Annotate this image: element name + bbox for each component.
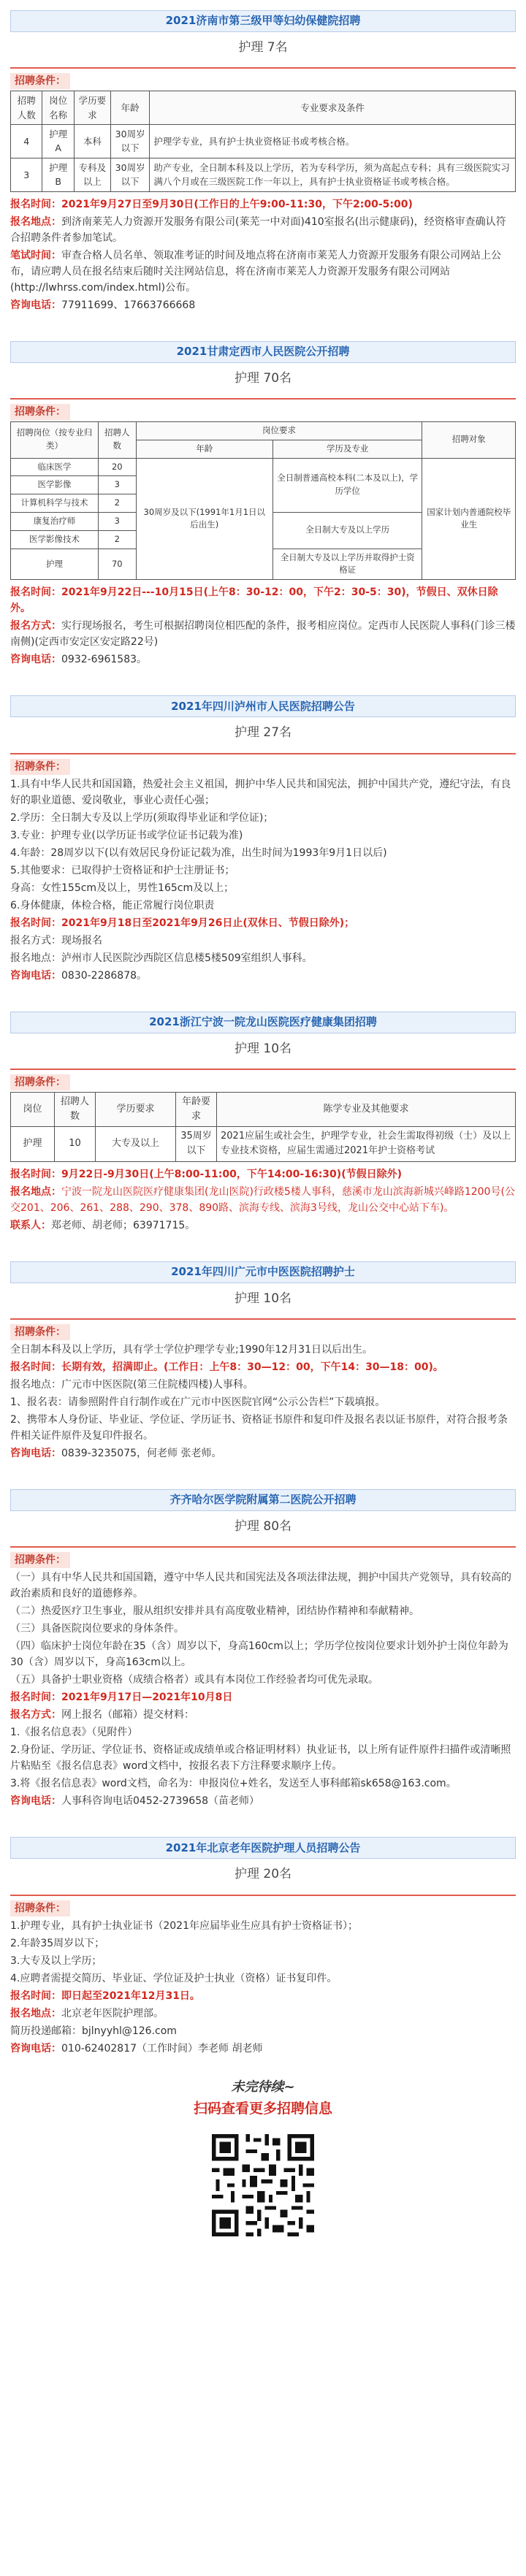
table-row: 康复治疗师 3 全日制大专及以上学历: [11, 513, 516, 531]
phone-value: 77911699、17663766668: [61, 299, 196, 311]
phone-value: 0932-6961583。: [61, 654, 148, 666]
section-banner: [10, 1261, 516, 1283]
section-banner: [10, 341, 516, 363]
section-guangyuan: 2021年四川广元市中医医院招聘护士 护理 10名 招聘条件： 全日制本科及以上学历，具有学士学位护理学专业;1990年12月31日以后出生。 报名时间：长期有效，招满即止。(工作日：上午8：30—12：00，下午14：30—18：00)。 报名地点：广元市中医医院(第三住院楼四楼)人事科。 1、报名表：请参照附件自行制作或在广元市中医医院官网“公示公告栏”下载填报。 2、携带本人身份证、毕业证、学位证、学历证书、资格证书原件和复印件及报名表以证书原件，对符合报考条件相关证件原件及复印件报名。 咨询电话：0839-3235075，何老师 张老师。: [10, 1261, 516, 1461]
footer-title: 未完待续~: [231, 2079, 295, 2095]
section-subtitle: 护理 7名: [238, 40, 288, 55]
footer: [10, 2077, 516, 2246]
divider: [10, 1069, 516, 1070]
section-dingxi: 2021甘肃定西市人民医院公开招聘 护理 70名 招聘条件： 招聘岗位（按专业归类） 招聘人数 岗位要求 招聘对象 年龄 学历及专业 临床医学 20 30周岁及以下(1991年1月1日以后出生) 全日制普通高校本科(二本及以上)，学历学位 国家计划内普通院校毕业生 医学影像 3 计算机科学与技术 2 康复治疗师 3 全日制大专及以上学历 医学影像技术 2 护理 70 全日制大专及以上学历并取得护士资格证 报名时间：2021年9月22日---10月15日(上午8：30-12：00，下午2：30-5：30)，节假日、双休日除外。 报名方式：实行现场报名，考生可根据招聘岗位相匹配的条件，报考相应岗位。定西市人民医院人事科(门诊三楼南侧)(定西市安定区安定路22号) 咨询电话：0932-6961583。: [10, 341, 516, 668]
phone-value: 0830-2286878。: [61, 969, 148, 982]
section-title: 齐齐哈尔医学院附属第二医院公开招聘: [169, 1493, 357, 1507]
section-qiqihar: 齐齐哈尔医学院附属第二医院公开招聘 护理 80名 招聘条件： （一）具有中华人民共和国国籍，遵守中华人民共和国宪法及各项法律法规，拥护中国共产党领导，具有较高的政治素质和良好的道德修养。 （二）热爱医疗卫生事业，服从组织安排并具有高度敬业精神，团结协作精神和奉献精神。 （三）具备医院岗位要求的身体条件。 （四）临床护士岗位年龄在35（含）周岁以下，身高160cm以上；学历学位按岗位要求计划外护士岗位年龄为30（含）周岁以下，身高163cm以上。 （五）具备护士职业资格（成绩合格者）或具有本岗位工作经验者均可优先录取。 报名时间：2021年9月17日—2021年10月8日 报名方式：网上报名（邮箱）提交材料： 1.《报名信息表》（见附件） 2.身份证、学历证、学位证书、资格证或成绩单或合格证明材料）执业证书，以上所有证件原件扫描件或清晰照片粘贴至《报名信息表》word文档中，按报名表下方注释要求顺序上传。 3.将《报名信息表》word文档，命名为：申报岗位+姓名，发送至人事科邮箱sk658@163.com。 咨询电话：人事科咨询电话0452-2739658（苗老师）: [10, 1489, 516, 1809]
table-row: 4 护理A 本科 30周岁以下 护理学专业，具有护士执业资格证书或考核合格。: [11, 125, 516, 158]
section-subtitle: 护理 27名: [234, 725, 292, 741]
table-header: 专业要求及条件: [150, 91, 516, 125]
section-banner: [10, 1489, 516, 1511]
table-header: 招聘人数: [11, 91, 42, 125]
section-ningbo: 2021浙江宁波一院龙山医院医疗健康集团招聘 护理 10名 招聘条件： 岗位 招聘人数 学历要求 年龄要求 陈学专业及其他要求 护理 10 大专及以上 35周岁以下 2021应届生或社会生，护理学专业，社会生需取得初级（士）及以上专业技术资格，应届生需通过2021年护士资格考试 报名时间：9月22日-9月30日(上午8:00-11:00，下午14:00-16:30)(节假日除外) 报名地点：宁波一院龙山医院医疗健康集团(龙山医院)行政楼5楼人事科，慈溪市龙山滨海新城兴峰路1200号(公交201、206、261、288、290、378、890路、滨海专线、滨海3号线，龙山公交中心站下车)。 联系人：郑老师、胡老师；63971715。: [10, 1012, 516, 1234]
recruit-table: 岗位 招聘人数 学历要求 年龄要求 陈学专业及其他要求 护理 10 大专及以上 35周岁以下 2021应届生或社会生，护理学专业，社会生需取得初级（士）及以上专业技术资格，应届生需通过2021年护士资格考试: [10, 1092, 516, 1162]
table-header: 岗位名称: [42, 91, 74, 125]
divider: [10, 1546, 516, 1548]
recruit-table: [10, 91, 516, 191]
footer-subtitle: 扫码查看更多招聘信息: [193, 2101, 332, 2117]
conditions-label: 招聘条件：: [10, 73, 70, 89]
time-value: 2021年9月27日至9月30日(工作日的上午9:00-11:30，下午2:00-5:00): [61, 198, 413, 210]
phone-value: 010-62402817（工作时间）李老师 胡老师: [61, 2042, 263, 2055]
qr-code-icon[interactable]: [208, 2130, 318, 2240]
divider: [10, 1895, 516, 1896]
conditions-label: 招聘条件：: [10, 1900, 70, 1916]
divider: [10, 67, 516, 69]
table-row: 医学影像 3: [11, 476, 516, 494]
section-subtitle: 护理 10名: [234, 1041, 292, 1056]
section-subtitle: 护理 20名: [234, 1867, 292, 1882]
conditions-label: 招聘条件：: [10, 1074, 70, 1090]
section-title: 2021年四川泸州市人民医院招聘公告: [171, 699, 355, 713]
table-header: 年龄: [110, 91, 149, 125]
section-subtitle: 护理 70名: [234, 370, 292, 386]
table-row: 护理 70 全日制大专及以上学历并取得护士资格证: [11, 549, 516, 580]
section-title: 2021年北京老年医院护理人员招聘公告: [165, 1841, 361, 1854]
conditions-label: 招聘条件：: [10, 404, 70, 420]
table-row: 临床医学 20 30周岁及以下(1991年1月1日以后出生) 全日制普通高校本科(二本及以上)，学历学位 国家计划内普通院校毕业生: [11, 458, 516, 476]
phone-value: 人事科咨询电话0452-2739658（苗老师）: [61, 1795, 260, 1808]
divider: [10, 398, 516, 400]
section-banner: [10, 695, 516, 717]
section-jinan: 2021济南市第三级甲等妇幼保健院招聘 护理 7名 招聘条件： 招聘人数 岗位名称 学历要求 年龄 专业要求及条件 4 护理A 本科 30周岁以下 护理学专业，具有护士执业资格证书或考核合格。 3 护理B 专科及以上 30周岁以下 助产专业，全日制本科及以上学历，若为专科学历，须为高起点专科；具有三级医院实习满八个月或在三级医院工作一年以上，具有护士执业资格证书或考核合格。 报名时间：2021年9月27日至9月30日(工作日的上午9:00-11:30，下午2:00-5:00) 报名地点：到济南莱芜人力资源开发服务有限公司(莱芜一中对面)410室报名(出示健康码)，经资格审查确认符合招聘条件者参加笔试。 笔试时间：审查合格人员名单、领取准考证的时间及地点将在济南市莱芜人力资源开发服务有限公司网站上公布，请应聘人员在报名结束后随时关注网站信息，将在济南市莱芜人力资源开发服务有限公司网站(http://lwhrss.com/index.html)公布。 咨询电话：77911699、17663766668: [10, 10, 516, 313]
section-beijing: 2021年北京老年医院护理人员招聘公告 护理 20名 招聘条件： 1.护理专业，具有护士执业证书（2021年应届毕业生应具有护士资格证书）； 2.年龄35周岁以下； 3.大专及以上学历； 4.应聘者需提交简历、毕业证、学位证及护士执业（资格）证书复印件。 报名时间：即日起至2021年12月31日。 报名地点：北京老年医院护理部。 简历投递邮箱：bjlnyyhl@126.com 咨询电话：010-62402817（工作时间）李老师 胡老师: [10, 1837, 516, 2056]
divider: [10, 753, 516, 754]
conditions-label: 招聘条件：: [10, 1324, 70, 1340]
recruit-table: 招聘岗位（按专业归类） 招聘人数 岗位要求 招聘对象 年龄 学历及专业 临床医学 20 30周岁及以下(1991年1月1日以后出生) 全日制普通高校本科(二本及以上)，学历学位 国家计划内普通院校毕业生 医学影像 3 计算机科学与技术 2 康复治疗师 3 全日制大专及以上学历 医学影像技术 2 护理 70 全日制大专及以上学历并取得护士资格证: [10, 421, 516, 580]
section-title: 2021甘肃定西市人民医院公开招聘: [176, 344, 350, 358]
section-title: 2021浙江宁波一院龙山医院医疗健康集团招聘: [149, 1014, 377, 1028]
table-header: 学历要求: [74, 91, 110, 125]
conditions-label: 招聘条件：: [10, 759, 70, 775]
conditions-label: 招聘条件：: [10, 1552, 70, 1568]
table-row: 护理 10 大专及以上 35周岁以下 2021应届生或社会生，护理学专业，社会生需取得初级（士）及以上专业技术资格，应届生需通过2021年护士资格考试: [11, 1127, 516, 1161]
divider: [10, 1318, 516, 1320]
table-row: 医学影像技术 2: [11, 530, 516, 549]
section-banner: [10, 10, 516, 32]
section-title: 2021济南市第三级甲等妇幼保健院招聘: [165, 14, 361, 28]
section-subtitle: 护理 80名: [234, 1518, 292, 1534]
section-title: 2021年四川广元市中医医院招聘护士: [171, 1264, 355, 1278]
section-subtitle: 护理 10名: [234, 1291, 292, 1306]
section-banner: [10, 1837, 516, 1859]
email-value[interactable]: bjlnyyhl@126.com: [82, 2025, 177, 2037]
section-banner: [10, 1012, 516, 1033]
phone-value: 0839-3235075，何老师 张老师。: [61, 1447, 222, 1459]
table-row: 3 护理B 专科及以上 30周岁以下 助产专业，全日制本科及以上学历，若为专科学历，须为高起点专科；具有三级医院实习满八个月或在三级医院工作一年以上，具有护士执业资格证书或考核合格。: [11, 158, 516, 191]
section-luzhou: 2021年四川泸州市人民医院招聘公告 护理 27名 招聘条件： 1.具有中华人民共和国国籍，热爱社会主义祖国，拥护中华人民共和国宪法，拥护中国共产党，遵纪守法，有良好的职业道德、爱岗敬业，事业心责任心强； 2.学历：全日制大专及以上学历(须取得毕业证和学位证)； 3.专业：护理专业(以学历证书或学位证书记载为准) 4.年龄：28周岁以下(以有效居民身份证记载为准，出生时间为1993年9月1日以后) 5.其他要求：已取得护士资格证和护士注册证书； 身高：女性155cm及以上，男性165cm及以上； 6.身体健康，体检合格，能正常履行岗位职责 报名时间：2021年9月18日至2021年9月26日止(双休日、节假日除外)； 报名方式：现场报名 报名地点：泸州市人民医院沙西院区信息楼5楼509室组织人事科。 咨询电话：0830-2286878。: [10, 695, 516, 983]
table-row: 计算机科学与技术 2: [11, 494, 516, 513]
